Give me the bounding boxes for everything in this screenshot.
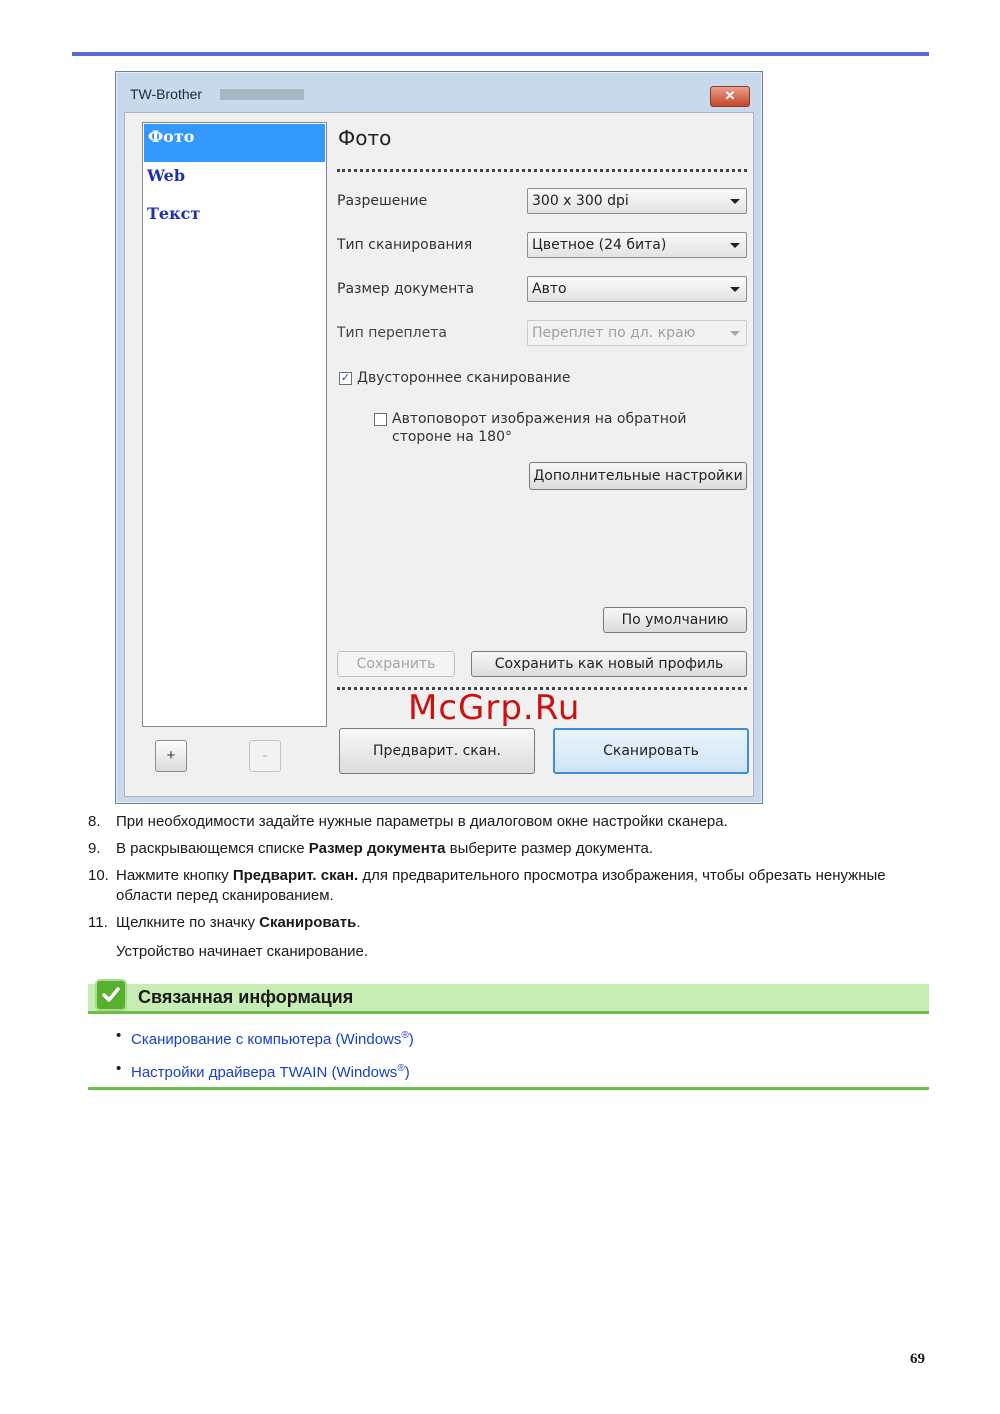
document-size-value: Авто bbox=[532, 281, 567, 297]
related-links bbox=[116, 1026, 414, 1092]
step-number: 11. bbox=[88, 914, 108, 931]
step-text: Нажмите кнопку bbox=[116, 867, 233, 884]
step-8 bbox=[88, 812, 918, 832]
blurred-model-name bbox=[220, 89, 304, 100]
document-size-select[interactable] bbox=[527, 276, 747, 302]
step-10 bbox=[88, 866, 918, 906]
remove-profile-button[interactable]: - bbox=[249, 740, 281, 772]
step-bold-term: Сканировать bbox=[259, 914, 357, 931]
link-twain-settings[interactable]: Настройки драйвера TWAIN (Windows®) bbox=[131, 1063, 410, 1081]
step-text: В раскрывающемся списке bbox=[116, 840, 309, 857]
duplex-checkbox[interactable]: ✓ bbox=[340, 372, 351, 384]
list-item bbox=[116, 1026, 414, 1050]
resolution-value: 300 x 300 dpi bbox=[532, 193, 629, 209]
scan-type-select[interactable] bbox=[527, 232, 747, 258]
link-scan-from-computer[interactable]: Сканирование с компьютера (Windows®) bbox=[131, 1030, 414, 1048]
dotted-divider bbox=[337, 169, 747, 172]
binding-type-select[interactable] bbox=[527, 320, 747, 346]
related-info-title: Связанная информация bbox=[138, 987, 354, 1007]
add-profile-button[interactable]: + bbox=[155, 740, 187, 772]
step-text: . bbox=[356, 914, 361, 931]
preview-scan-button[interactable]: Предварит. скан. bbox=[339, 728, 535, 774]
resolution-label: Разрешение bbox=[337, 193, 428, 209]
duplex-label: Двустороннее сканирование bbox=[357, 370, 571, 386]
watermark: McGrp.Ru bbox=[408, 688, 581, 728]
step-text: Щелкните по значку bbox=[116, 914, 260, 931]
step-number: 8. bbox=[88, 813, 101, 830]
autorotate-label-1: Автоповорот изображения на обратной bbox=[392, 411, 687, 427]
profile-item-photo[interactable]: Фото bbox=[144, 124, 325, 162]
step-bold-term: Размер документа bbox=[308, 840, 446, 857]
step-text: для предварительного просмотра изображения, чтобы обрезать ненужные области перед сканированием. bbox=[116, 867, 886, 904]
profile-item-web[interactable]: Web bbox=[147, 166, 186, 185]
bottom-rule bbox=[88, 1087, 929, 1090]
bullet: • bbox=[116, 1027, 122, 1044]
page-number: 69 bbox=[910, 1351, 925, 1367]
step-text: При необходимости задайте нужные параметры в диалоговом окне настройки сканера. bbox=[116, 813, 728, 830]
step-11 bbox=[88, 913, 918, 962]
step-text: выберите размер документа. bbox=[445, 840, 653, 857]
step-11-note: Устройство начинает сканирование. bbox=[116, 943, 369, 960]
profile-item-text[interactable]: Текст bbox=[147, 204, 201, 223]
document-size-label: Размер документа bbox=[337, 281, 475, 297]
resolution-select[interactable] bbox=[527, 188, 747, 214]
scan-type-value: Цветное (24 бита) bbox=[532, 237, 667, 253]
chevron-down-icon bbox=[730, 331, 740, 336]
autorotate-checkbox[interactable] bbox=[374, 413, 387, 426]
binding-type-value: Переплет по дл. краю bbox=[532, 325, 696, 341]
dialog-titlebar[interactable] bbox=[116, 72, 762, 112]
chevron-down-icon bbox=[730, 199, 740, 204]
list-item bbox=[116, 1059, 414, 1083]
step-number: 10. bbox=[88, 867, 109, 884]
step-number: 9. bbox=[88, 840, 101, 857]
profile-list[interactable] bbox=[142, 122, 327, 727]
section-title: Фото bbox=[338, 126, 392, 150]
step-9 bbox=[88, 839, 918, 859]
checkmark-icon bbox=[97, 981, 125, 1009]
dialog-title: TW-Brother bbox=[130, 86, 203, 102]
top-rule bbox=[72, 52, 929, 56]
chevron-down-icon bbox=[730, 243, 740, 248]
save-button[interactable]: Сохранить bbox=[337, 651, 455, 677]
autorotate-label-2: стороне на 180° bbox=[392, 429, 512, 445]
binding-type-label: Тип переплета bbox=[337, 325, 447, 341]
scan-button[interactable]: Сканировать bbox=[553, 728, 749, 774]
related-info-header bbox=[88, 984, 929, 1014]
scan-type-label: Тип сканирования bbox=[337, 237, 473, 253]
advanced-settings-button[interactable]: Дополнительные настройки bbox=[529, 462, 747, 490]
step-bold-term: Предварит. скан. bbox=[232, 867, 359, 884]
default-button[interactable]: По умолчанию bbox=[603, 607, 747, 633]
instruction-steps bbox=[88, 812, 918, 969]
close-button[interactable]: ✕ bbox=[710, 86, 750, 107]
save-as-new-profile-button[interactable]: Сохранить как новый профиль bbox=[471, 651, 747, 677]
bullet: • bbox=[116, 1060, 122, 1077]
chevron-down-icon bbox=[730, 287, 740, 292]
